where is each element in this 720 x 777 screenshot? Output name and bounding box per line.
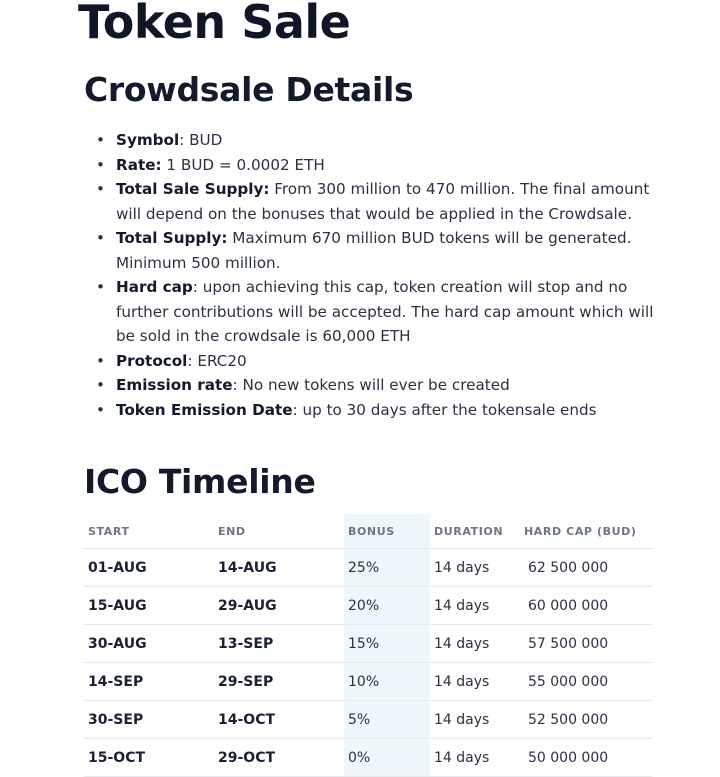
start-cell: 15-OCT [84, 739, 214, 777]
item-label: Total Supply: [116, 229, 228, 247]
item-text: 1 BUD = 0.0002 ETH [166, 155, 325, 174]
end-cell: 29-AUG [214, 587, 344, 625]
column-header-start: START [84, 514, 214, 549]
table-row [84, 701, 652, 739]
hard-cap-cell: 52 500 000 [520, 701, 652, 739]
item-label: Emission rate [116, 376, 233, 394]
ico-timeline-table [84, 514, 652, 777]
table-row [84, 625, 652, 663]
bonus-cell: 10% [344, 663, 430, 701]
item-label: Total Sale Supply: [116, 180, 270, 198]
item-separator: : [292, 400, 303, 419]
list-item [116, 128, 676, 153]
column-header-bonus: BONUS [344, 514, 430, 549]
bonus-cell: 25% [344, 549, 430, 587]
end-cell: 14-OCT [214, 701, 344, 739]
crowdsale-heading: Crowdsale Details [84, 70, 414, 109]
duration-cell: 14 days [430, 625, 520, 663]
hard-cap-cell: 62 500 000 [520, 549, 652, 587]
item-label: Rate: [116, 155, 162, 174]
duration-cell: 14 days [430, 701, 520, 739]
hard-cap-cell: 57 500 000 [520, 625, 652, 663]
item-label: Token Emission Date [116, 400, 293, 419]
list-item [116, 373, 676, 398]
duration-cell: 14 days [430, 663, 520, 701]
table-row [84, 663, 652, 701]
item-separator: : [179, 131, 190, 149]
item-separator: : [192, 278, 203, 296]
item-separator: : [232, 376, 243, 394]
item-label: Protocol [116, 351, 188, 370]
end-cell: 29-SEP [214, 663, 344, 701]
column-header-end: END [214, 514, 344, 549]
start-cell: 01-AUG [84, 549, 214, 587]
column-header-duration: DURATION [430, 514, 520, 549]
hard-cap-cell: 60 000 000 [520, 587, 652, 625]
item-text: ERC20 [197, 351, 247, 370]
item-text: up to 30 days after the tokensale ends [302, 400, 597, 419]
crowdsale-details-list [116, 128, 676, 422]
table-row [84, 739, 652, 777]
item-text: BUD [189, 131, 223, 149]
start-cell: 14-SEP [84, 663, 214, 701]
list-item [116, 275, 676, 349]
start-cell: 30-SEP [84, 701, 214, 739]
table-row [84, 587, 652, 625]
bonus-cell: 20% [344, 587, 430, 625]
bonus-cell: 15% [344, 625, 430, 663]
end-cell: 13-SEP [214, 625, 344, 663]
item-text: upon achieving this cap, token creation will stop and no further contributions will be accepted. The hard cap amount which will be sold in the crowdsale is 60,000 ETH [116, 278, 654, 345]
duration-cell: 14 days [430, 549, 520, 587]
page-title: Token Sale [78, 0, 351, 49]
start-cell: 30-AUG [84, 625, 214, 663]
duration-cell: 14 days [430, 739, 520, 777]
timeline-heading: ICO Timeline [84, 462, 316, 501]
item-text: Maximum 670 million BUD tokens will be generated. Minimum 500 million. [116, 229, 632, 272]
table-row [84, 549, 652, 587]
list-item [116, 398, 676, 423]
list-item [116, 153, 676, 178]
hard-cap-cell: 50 000 000 [520, 739, 652, 777]
duration-cell: 14 days [430, 587, 520, 625]
bonus-cell: 0% [344, 739, 430, 777]
item-label: Symbol [116, 131, 180, 149]
start-cell: 15-AUG [84, 587, 214, 625]
list-item [116, 177, 676, 226]
list-item [116, 349, 676, 374]
item-text: From 300 million to 470 million. The final amount will depend on the bonuses that would be applied in the Crowdsale. [116, 180, 650, 223]
item-label: Hard cap [116, 278, 193, 296]
list-item [116, 226, 676, 275]
item-separator: : [187, 351, 198, 370]
end-cell: 29-OCT [214, 739, 344, 777]
column-header-hard-cap: HARD CAP (BUD) [520, 514, 652, 549]
end-cell: 14-AUG [214, 549, 344, 587]
bonus-cell: 5% [344, 701, 430, 739]
table-header-row [84, 514, 652, 549]
hard-cap-cell: 55 000 000 [520, 663, 652, 701]
item-text: No new tokens will ever be created [242, 376, 510, 394]
